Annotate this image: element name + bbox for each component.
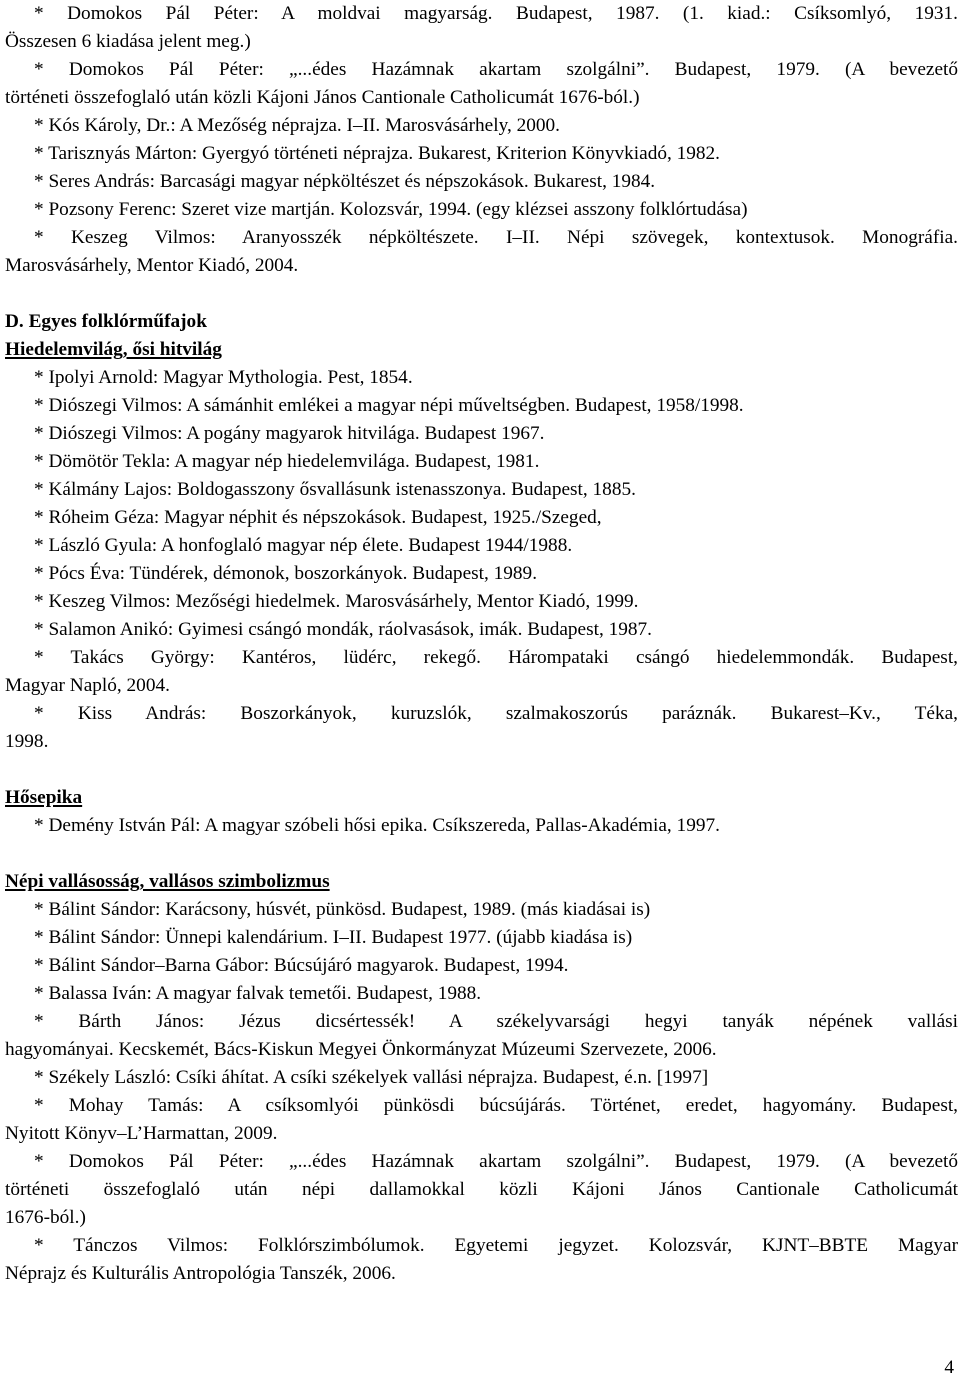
bib-entry-continuation: 1998. <box>5 731 49 752</box>
bib-entry: * Seres András: Barcasági magyar népköltészet és népszokások. Bukarest, 1984. <box>34 171 656 192</box>
bib-entry-continuation: történeti összefoglaló után népi dallamokkal közli Kájoni János Cantionale Catholicumát <box>5 1179 958 1200</box>
bib-entry: * Balassa Iván: A magyar falvak temetői. Budapest, 1988. <box>34 983 482 1004</box>
bib-entry: * Kós Károly, Dr.: A Mezőség néprajza. I–II. Marosvásárhely, 2000. <box>34 115 560 136</box>
bib-entry: * Keszeg Vilmos: Mezőségi hiedelmek. Marosvásárhely, Mentor Kiadó, 1999. <box>34 591 639 612</box>
bib-entry: * Domokos Pál Péter: A moldvai magyarság. Budapest, 1987. (1. kiad.: Csíksomlyó, 1931. <box>34 3 958 24</box>
bib-entry-continuation: Nyitott Könyv–L’Harmattan, 2009. <box>5 1123 278 1144</box>
bib-entry: * László Gyula: A honfoglaló magyar nép élete. Budapest 1944/1988. <box>34 535 573 556</box>
bib-entry: * Pozsony Ferenc: Szeret vize martján. Kolozsvár, 1994. (egy klézsei asszony folklórtudása) <box>34 199 748 220</box>
bib-entry: * Bálint Sándor: Karácsony, húsvét, pünkösd. Budapest, 1989. (más kiadásai is) <box>34 899 651 920</box>
subsection-heading: Népi vallásosság, vallásos szimbolizmus <box>5 871 330 892</box>
bib-entry: * Demény István Pál: A magyar szóbeli hősi epika. Csíkszereda, Pallas-Akadémia, 1997. <box>34 815 720 836</box>
subsection-heading: Hősepika <box>5 787 83 808</box>
bib-entry: * Takács György: Kantéros, lüdérc, rekegő. Hárompataki csángó hiedelemmondák. Budapest, <box>34 647 958 668</box>
bib-entry: * Domokos Pál Péter: „...édes Hazámnak akartam szolgálni”. Budapest, 1979. (A bevezető <box>34 1151 958 1172</box>
bib-entry-continuation: hagyományai. Kecskemét, Bács-Kiskun Megyei Önkormányzat Múzeumi Szervezete, 2006. <box>5 1039 717 1060</box>
bib-entry: * Pócs Éva: Tündérek, démonok, boszorkányok. Budapest, 1989. <box>34 563 538 584</box>
bib-entry: * Ipolyi Arnold: Magyar Mythologia. Pest, 1854. <box>34 367 413 388</box>
bib-entry: * Diószegi Vilmos: A pogány magyarok hitvilága. Budapest 1967. <box>34 423 545 444</box>
bib-entry: * Bálint Sándor–Barna Gábor: Búcsújáró magyarok. Budapest, 1994. <box>34 955 569 976</box>
bib-entry: * Bálint Sándor: Ünnepi kalendárium. I–II. Budapest 1977. (újabb kiadása is) <box>34 927 633 948</box>
subsection-heading: Hiedelemvilág, ősi hitvilág <box>5 339 222 360</box>
bib-entry: * Mohay Tamás: A csíksomlyói pünkösdi búcsújárás. Történet, eredet, hagyomány. Budapest, <box>34 1095 958 1116</box>
bib-entry-continuation: 1676-ból.) <box>5 1207 86 1228</box>
bib-entry: * Diószegi Vilmos: A sámánhit emlékei a magyar népi műveltségben. Budapest, 1958/1998. <box>34 395 744 416</box>
bib-entry: * Székely László: Csíki áhítat. A csíki székelyek vallási néprajza. Budapest, é.n. [1997] <box>34 1067 709 1088</box>
section-heading: D. Egyes folklórműfajok <box>5 311 207 332</box>
bib-entry: * Tarisznyás Márton: Gyergyó történeti néprajza. Bukarest, Kriterion Könyvkiadó, 1982. <box>34 143 720 164</box>
bib-entry-continuation: Magyar Napló, 2004. <box>5 675 170 696</box>
bib-entry-continuation: Néprajz és Kulturális Antropológia Tanszék, 2006. <box>5 1263 396 1284</box>
page-number: 4 <box>944 1357 954 1378</box>
bib-entry: * Róheim Géza: Magyar néphit és népszokások. Budapest, 1925./Szeged, <box>34 507 602 528</box>
bib-entry: * Kiss András: Boszorkányok, kuruzslók, szalmakoszorús paráznák. Bukarest–Kv., Téka, <box>34 703 958 724</box>
bib-entry: * Tánczos Vilmos: Folklórszimbólumok. Egyetemi jegyzet. Kolozsvár, KJNT–BBTE Magyar <box>34 1235 958 1256</box>
bib-entry-continuation: Összesen 6 kiadása jelent meg.) <box>5 31 251 52</box>
bib-entry: * Kálmány Lajos: Boldogasszony ősvallásunk istenasszonya. Budapest, 1885. <box>34 479 636 500</box>
bib-entry: * Keszeg Vilmos: Aranyosszék népköltészete. I–II. Népi szövegek, kontextusok. Monográfia. <box>34 227 958 248</box>
bib-entry-continuation: történeti összefoglaló után közli Kájoni János Cantionale Catholicumát 1676-ból.) <box>5 87 640 108</box>
bib-entry-continuation: Marosvásárhely, Mentor Kiadó, 2004. <box>5 255 299 276</box>
bib-entry: * Salamon Anikó: Gyimesi csángó mondák, ráolvasások, imák. Budapest, 1987. <box>34 619 652 640</box>
bib-entry: * Domokos Pál Péter: „...édes Hazámnak akartam szolgálni”. Budapest, 1979. (A bevezető <box>34 59 958 80</box>
bib-entry: * Bárth János: Jézus dicsértessék! A székelyvarsági hegyi tanyák népének vallási <box>34 1011 958 1032</box>
bib-entry: * Dömötör Tekla: A magyar nép hiedelemvilága. Budapest, 1981. <box>34 451 540 472</box>
